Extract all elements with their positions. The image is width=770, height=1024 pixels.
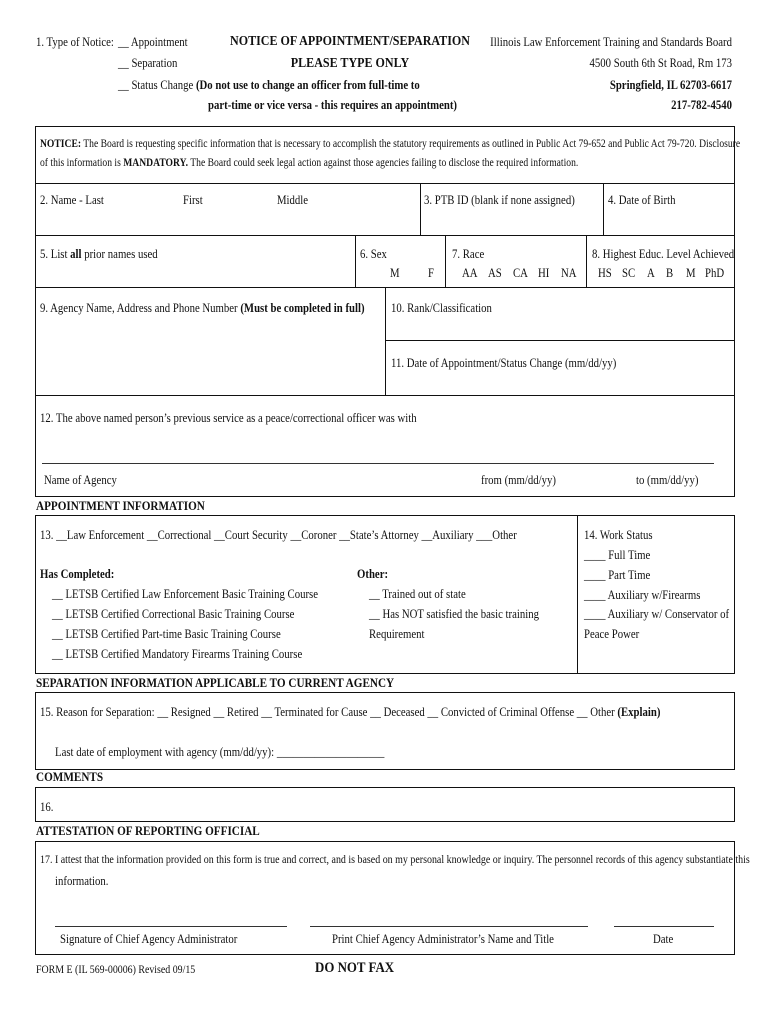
form-id: FORM E (IL 569-00006) Revised 09/15 — [36, 964, 196, 976]
other-item[interactable]: __ Has NOT satisfied the basic training — [369, 607, 539, 621]
comments-box[interactable] — [35, 787, 735, 822]
work-status-item: Peace Power — [584, 627, 640, 641]
appointment-date-field[interactable]: 11. Date of Appointment/Status Change (mm/dd/yy) — [391, 356, 617, 370]
race-option-as[interactable]: AS — [488, 266, 502, 280]
separation-heading: SEPARATION INFORMATION APPLICABLE TO CURRENT AGENCY — [36, 675, 395, 690]
print-name-label: Print Chief Agency Administrator’s Name and Title — [332, 932, 554, 946]
sex-option-f[interactable]: F — [428, 266, 434, 280]
course-item[interactable]: __ LETSB Certified Correctional Basic Training Course — [52, 607, 295, 621]
form-subtitle: PLEASE TYPE ONLY — [290, 56, 410, 71]
other-label: Other: — [357, 567, 389, 581]
type-of-notice-label: 1. Type of Notice: — [36, 35, 114, 49]
dob-field[interactable]: 4. Date of Birth — [608, 193, 676, 207]
ptb-id-field[interactable]: 3. PTB ID (blank if none assigned) — [424, 193, 575, 207]
sex-option-m[interactable]: M — [390, 266, 400, 280]
comments-number: 16. — [40, 800, 54, 814]
notice-text-1: The Board is requesting specific information that is necessary to accomplish the statutory requirements as outlined in Public Act 79-652 and Public Act 79-720. Disclosure — [81, 138, 741, 150]
notice-mandatory: MANDATORY. — [123, 157, 189, 169]
signature-label: Signature of Chief Agency Administrator — [60, 932, 238, 946]
work-status-label: 14. Work Status — [584, 528, 653, 542]
other-item: Requirement — [369, 627, 425, 641]
notice-line-1 — [40, 138, 740, 151]
name-of-agency-label: Name of Agency — [44, 473, 117, 487]
educ-option-sc[interactable]: SC — [622, 266, 636, 280]
prior-names-c: prior names used — [81, 247, 158, 261]
attestation-text-2: information. — [55, 874, 109, 888]
course-item[interactable]: __ LETSB Certified Part-time Basic Training Course — [52, 627, 281, 641]
educ-option-b[interactable]: B — [666, 266, 674, 280]
notice-text-2c: The Board could seek legal action against those agencies failing to disclose the required information. — [188, 157, 579, 169]
form-title: NOTICE OF APPOINTMENT/SEPARATION — [230, 34, 470, 49]
race-option-aa[interactable]: AA — [462, 266, 478, 280]
name-middle-field[interactable]: Middle — [277, 193, 309, 207]
option-appointment[interactable]: __ Appointment — [118, 35, 188, 49]
do-not-fax: DO NOT FAX — [315, 960, 395, 976]
officer-category-options[interactable]: 13. __Law Enforcement __Correctional __Court Security __Coroner __State’s Attorney __Auxiliary ___Other — [40, 528, 517, 542]
name-last-field[interactable]: 2. Name - Last — [40, 193, 104, 207]
attestation-heading: ATTESTATION OF REPORTING OFFICIAL — [36, 823, 260, 838]
course-item[interactable]: __ LETSB Certified Law Enforcement Basic Training Course — [52, 587, 319, 601]
previous-service-line[interactable] — [42, 463, 714, 464]
name-first-field[interactable]: First — [183, 193, 203, 207]
race-label: 7. Race — [452, 247, 485, 261]
last-employment-date-field[interactable]: Last date of employment with agency (mm/dd/yy): ____________________ — [55, 745, 385, 759]
education-label: 8. Highest Educ. Level Achieved — [592, 247, 735, 261]
status-change-note-2: part-time or vice versa - this requires an appointment) — [208, 98, 458, 112]
date-label: Date — [653, 932, 674, 946]
attestation-text-1: 17. I attest that the information provided on this form is true and correct, and is based on my personal knowledge or inquiry. The personnel records of this agency substantiate this — [40, 852, 750, 866]
appointment-heading: APPOINTMENT INFORMATION — [36, 498, 205, 513]
has-completed-label: Has Completed: — [40, 567, 115, 581]
agency-info-label: 9. Agency Name, Address and Phone Number — [40, 301, 241, 315]
sex-label: 6. Sex — [360, 247, 387, 261]
notice-text-2a: of this information is — [40, 157, 124, 169]
agency-info-field[interactable] — [40, 301, 365, 315]
race-option-ca[interactable]: CA — [513, 266, 528, 280]
status-change-label: __ Status Change — [118, 78, 194, 92]
option-status-change[interactable] — [118, 78, 420, 92]
to-date-label: to (mm/dd/yy) — [636, 473, 699, 487]
notice-line-2 — [40, 157, 578, 170]
print-name-line[interactable] — [310, 926, 588, 927]
separation-explain: (Explain) — [617, 705, 661, 719]
other-item[interactable]: __ Trained out of state — [369, 587, 466, 601]
from-date-label: from (mm/dd/yy) — [481, 473, 556, 487]
date-line[interactable] — [614, 926, 714, 927]
option-separation[interactable]: __ Separation — [118, 56, 178, 70]
work-status-item[interactable]: ____ Auxiliary w/Firearms — [584, 588, 701, 602]
work-status-item[interactable]: ____ Part Time — [584, 568, 651, 582]
educ-option-m[interactable]: M — [686, 266, 696, 280]
comments-heading: COMMENTS — [36, 769, 104, 784]
educ-option-phd[interactable]: PhD — [705, 266, 725, 280]
prior-names-a: 5. List — [40, 247, 71, 261]
educ-option-a[interactable]: A — [647, 266, 655, 280]
course-item[interactable]: __ LETSB Certified Mandatory Firearms Training Course — [52, 647, 303, 661]
notice-label: NOTICE: — [40, 138, 82, 150]
status-change-note: (Do not use to change an officer from full-time to — [195, 78, 420, 92]
rank-field[interactable]: 10. Rank/Classification — [391, 301, 492, 315]
separation-reason-text: 15. Reason for Separation: __ Resigned __ Retired __ Terminated for Cause __ Deceased __ Convicted of Criminal Offense __ Other — [40, 705, 618, 719]
race-option-hi[interactable]: HI — [538, 266, 550, 280]
prior-names-field[interactable] — [40, 247, 158, 261]
signature-line[interactable] — [55, 926, 287, 927]
agency-info-required: (Must be completed in full) — [240, 301, 365, 315]
org-phone: 217-782-4540 — [671, 98, 732, 112]
org-name: Illinois Law Enforcement Training and Standards Board — [490, 35, 732, 49]
separation-reason-options[interactable] — [40, 705, 660, 719]
org-city: Springfield, IL 62703-6617 — [609, 78, 732, 92]
previous-service-label: 12. The above named person’s previous service as a peace/correctional officer was with — [40, 411, 417, 425]
work-status-item[interactable]: ____ Full Time — [584, 548, 651, 562]
educ-option-hs[interactable]: HS — [598, 266, 612, 280]
work-status-item[interactable]: ____ Auxiliary w/ Conservator of — [584, 607, 730, 621]
prior-names-all: all — [70, 247, 82, 261]
org-street: 4500 South 6th St Road, Rm 173 — [589, 56, 732, 70]
race-option-na[interactable]: NA — [561, 266, 577, 280]
